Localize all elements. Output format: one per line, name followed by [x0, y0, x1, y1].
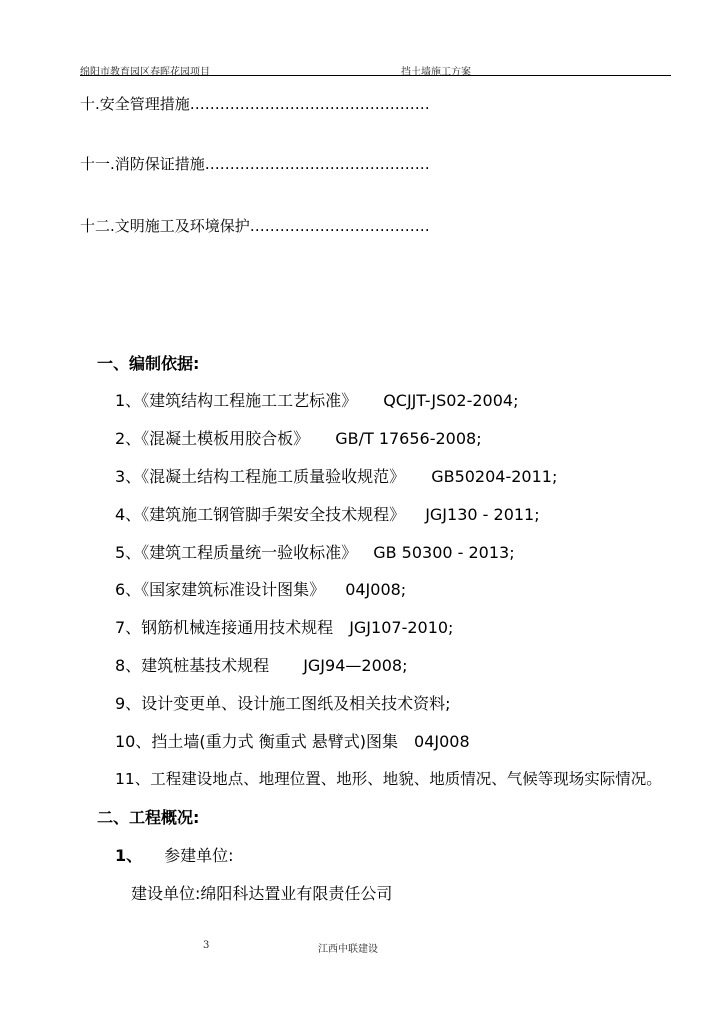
- item-label: 4、《建筑施工钢管脚手架安全技术规程》: [115, 505, 406, 524]
- footer-company: 江西中联建设: [318, 944, 378, 955]
- item-code: 04J008: [414, 732, 470, 751]
- list-item: [115, 767, 662, 789]
- toc-entry[interactable]: 十一.消防保证措施………………………………………: [80, 155, 430, 173]
- item-label: 参建单位:: [164, 846, 234, 865]
- list-item: [115, 843, 234, 866]
- list-item: [115, 502, 540, 525]
- item-number: 1、: [115, 846, 143, 865]
- list-item: [115, 426, 482, 449]
- owner-line: 建设单位:绵阳科达置业有限责任公司: [131, 884, 393, 903]
- item-label: 8、建筑桩基技术规程: [115, 656, 270, 675]
- header-project-name: 绵阳市教育园区春晖花园项目: [80, 67, 210, 78]
- section-title: 二、工程概况:: [97, 808, 200, 827]
- section-title: 一、编制依据:: [97, 354, 200, 373]
- item-code: GB50204-2011;: [431, 467, 558, 486]
- item-code: JGJ130 - 2011;: [425, 505, 540, 524]
- list-item: [115, 653, 408, 676]
- list-item: [115, 615, 453, 638]
- toc-entry[interactable]: 十.安全管理措施…………………………………………: [80, 95, 430, 113]
- header-document-title: 挡土墙施工方案: [401, 67, 471, 78]
- item-label: 9、设计变更单、设计施工图纸及相关技术资料;: [115, 694, 451, 713]
- item-label: 1、《建筑结构工程施工工艺标准》: [115, 391, 358, 410]
- list-item: [115, 577, 406, 600]
- list-item: [115, 691, 451, 714]
- list-item: [115, 464, 557, 487]
- item-code: JGJ94—2008;: [303, 656, 408, 675]
- item-label: 11、工程建设地点、地理位置、地形、地貌、地质情况、气候等现场实际情况。: [115, 770, 662, 788]
- header-divider: [80, 75, 671, 76]
- item-label: 6、《国家建筑标准设计图集》: [115, 580, 326, 599]
- item-code: JGJ107-2010;: [349, 618, 454, 637]
- item-code: GB 50300 - 2013;: [373, 543, 515, 562]
- item-label: 2、《混凝土模板用胶合板》: [115, 429, 310, 448]
- item-code: QCJJT-JS02-2004;: [383, 391, 519, 410]
- list-item: [115, 729, 470, 752]
- toc-entry[interactable]: 十二.文明施工及环境保护………………………………: [80, 217, 430, 235]
- item-code: 04J008;: [345, 580, 407, 599]
- page-number: 3: [203, 940, 210, 951]
- item-code: GB/T 17656-2008;: [335, 429, 482, 448]
- item-label: 7、钢筋机械连接通用技术规程: [115, 618, 334, 637]
- list-item: [115, 540, 515, 563]
- item-label: 3、《混凝土结构工程施工质量验收规范》: [115, 467, 406, 486]
- list-item: [115, 388, 518, 411]
- item-label: 10、挡土墙(重力式 衡重式 悬臂式)图集: [115, 732, 399, 751]
- item-label: 5、《建筑工程质量统一验收标准》: [115, 543, 358, 562]
